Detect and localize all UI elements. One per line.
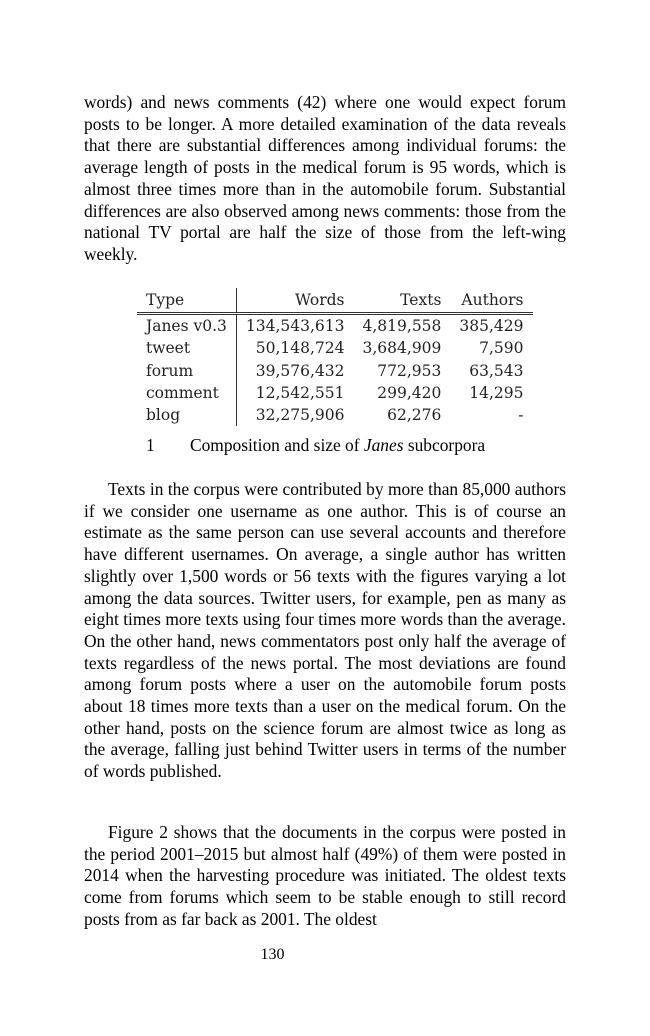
cell-type: comment [137, 382, 236, 404]
caption-text-before: Composition and size of [190, 435, 364, 455]
header-authors: Authors [450, 288, 532, 314]
cell-type: tweet [137, 337, 236, 359]
table-row [137, 360, 533, 382]
caption-number: 1 [146, 435, 155, 455]
table-row [137, 382, 533, 404]
paragraph-timeline: Figure 2 shows that the documents in the corpus were posted in the period 2001–2015 but almost half (49%) of them were posted in 2014 when the harvesting procedure was initiated. The oldest texts come from forums which seem to be stable enough to still record posts from as far back as 2001. The oldest [84, 822, 566, 929]
table-row [137, 337, 533, 359]
cell-texts: 4,819,558 [362, 317, 442, 336]
cell-authors: - [518, 406, 524, 425]
cell-texts: 772,953 [377, 361, 442, 380]
paragraph-authors: Texts in the corpus were contributed by more than 85,000 authors if we consider one username as one author. This is of course an estimate as the same person can use several accounts and therefore have different usernames. On average, a single author has written slightly over 1,500 words or 56 texts with the figures varying a lot among the data sources. Twitter users, for example, pen as many as eight times more texts using four times more words than the average. On the other hand, news commentators post only half the average of texts regardless of the news portal. The most deviations are found among forum posts where a user on the automobile forum posts about 18 times more texts than a user on the medical forum. On the other hand, posts on the science forum are almost twice as long as the average, falling just behind Twitter users in terms of the number of words published. [84, 479, 566, 782]
paragraph-intro: words) and news comments (42) where one would expect forum posts to be longer. A more detailed examination of the data reveals that there are substantial differences among individual forums: the average length of posts in the medical forum is 95 words, which is almost three times more than in the automobile forum. Substantial differences are also observed among news comments: those from the national TV portal are half the size of those from the left-wing weekly. [84, 92, 566, 264]
table-row [137, 314, 533, 338]
table-row [137, 404, 533, 426]
cell-words: 134,543,613 [245, 317, 345, 336]
cell-authors: 63,543 [469, 361, 524, 380]
page-number: 130 [260, 946, 285, 963]
cell-authors: 385,429 [459, 317, 524, 336]
header-type: Type [137, 288, 236, 314]
caption-text-after: subcorpora [403, 435, 486, 455]
cell-type: Janes v0.3 [137, 314, 236, 338]
cell-words: 12,542,551 [255, 384, 345, 403]
cell-texts: 3,684,909 [362, 339, 442, 358]
cell-type: blog [137, 404, 236, 426]
cell-texts: 62,276 [387, 406, 442, 425]
header-texts: Texts [354, 288, 451, 314]
cell-words: 32,275,906 [255, 406, 345, 425]
header-words: Words [236, 288, 353, 314]
cell-words: 39,576,432 [255, 361, 345, 380]
cell-texts: 299,420 [377, 384, 442, 403]
cell-authors: 14,295 [469, 384, 524, 403]
table-caption [146, 434, 566, 456]
cell-words: 50,148,724 [255, 339, 345, 358]
cell-type: forum [137, 360, 236, 382]
cell-authors: 7,590 [479, 339, 524, 358]
corpus-table [137, 288, 533, 426]
table-header-row [137, 288, 533, 314]
caption-corpus-name: Janes [363, 435, 404, 455]
